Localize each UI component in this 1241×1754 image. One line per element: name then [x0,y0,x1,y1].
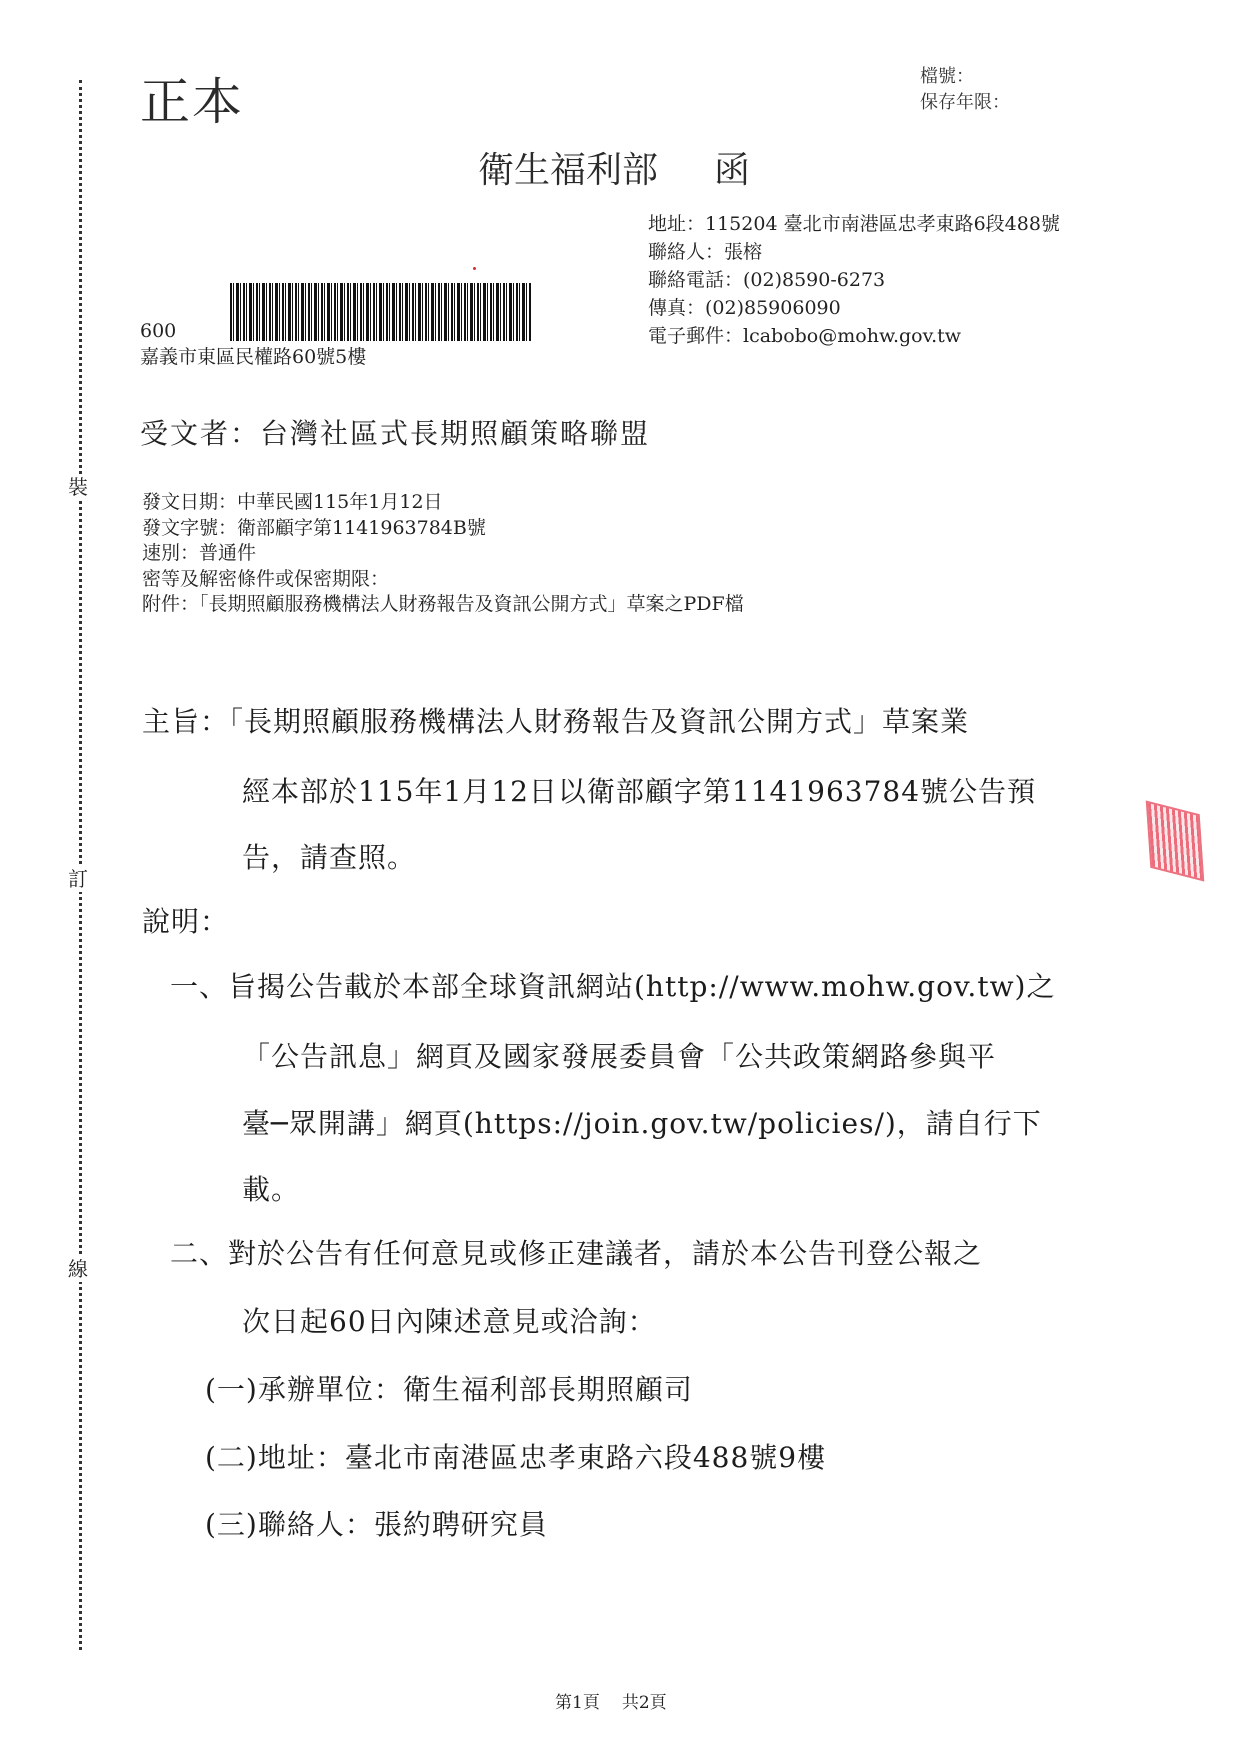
subitem-contact: (三)聯絡人：張約聘研究員 [205,1508,548,1541]
issue-date: 發文日期：中華民國115年1月12日 [142,491,443,513]
retention-period-label: 保存年限： [920,92,1010,113]
copy-mark: 正本 [140,73,244,131]
sender-email: 電子郵件：lcabobo@mohw.gov.tw [648,325,962,347]
file-number-label: 檔號： [920,66,974,87]
ink-speck [473,267,476,270]
recipient-postal-address [140,318,366,370]
urgency: 速別：普通件 [142,542,257,564]
sender-phone: 聯絡電話：(02)8590-6273 [648,269,886,291]
page-footer [555,1688,667,1713]
binding-mark-xian: 線 [68,1257,88,1281]
confidentiality: 密等及解密條件或保密期限： [142,567,390,590]
subject-line-2: 經本部於115年1月12日以衛部顧字第1141963784號公告預 [242,775,1037,808]
sender-info [648,210,1060,350]
agency-name: 衛生福利部 [478,150,659,191]
explanation-label: 說明： [142,905,230,938]
recipient-line: 受文者：台灣社區式長期照顧策略聯盟 [140,417,651,450]
recipient-zip: 600 [140,320,177,342]
subitem-handling-unit: (一)承辦單位：衛生福利部長期照顧司 [205,1373,693,1406]
official-seal-stamp [1146,800,1204,881]
explanation-item-2-line-1: 二、對於公告有任何意見或修正建議者，請於本公告刊登公報之 [170,1237,983,1270]
explanation-item-1-line-4: 載。 [242,1173,301,1206]
subitem-address: (二)地址：臺北市南港區忠孝東路六段488號9樓 [205,1441,827,1474]
sender-contact-person: 聯絡人：張榕 [648,241,763,263]
binding-mark-zhuang: 裝 [68,475,88,499]
document-number: 發文字號：衛部顧字第1141963784B號 [142,516,486,539]
page-total: 共2頁 [621,1693,667,1713]
binding-mark-ding: 訂 [68,867,88,891]
document-type: 函 [714,150,751,191]
explanation-item-1-line-3: 臺─眾開講」網頁(https://join.gov.tw/policies/)，請自行下 [242,1107,1042,1140]
page-title [478,142,750,193]
explanation-item-1-line-2: 「公告訊息」網頁及國家發展委員會「公共政策網路參與平 [242,1040,997,1073]
recipient-street-address: 嘉義市東區民權路60號5樓 [140,346,367,368]
page-number: 第1頁 [555,1693,600,1713]
document-meta [142,490,744,618]
attachment: 附件：「長期照顧服務機構法人財務報告及資訊公開方式」草案之PDF檔 [142,593,744,615]
file-meta [920,64,1010,116]
explanation-item-2-line-2: 次日起60日內陳述意見或洽詢： [242,1305,657,1338]
explanation-item-1-line-1: 一、旨揭公告載於本部全球資訊網站(http://www.mohw.gov.tw)之 [170,970,1056,1003]
subject-line-3: 告，請查照。 [242,841,417,874]
binding-dotted-line [79,80,82,1650]
sender-fax: 傳真：(02)85906090 [648,297,841,319]
subject-line-1: 主旨：「長期照顧服務機構法人財務報告及資訊公開方式」草案業 [142,705,970,738]
sender-address: 地址：115204 臺北市南港區忠孝東路6段488號 [648,213,1060,235]
